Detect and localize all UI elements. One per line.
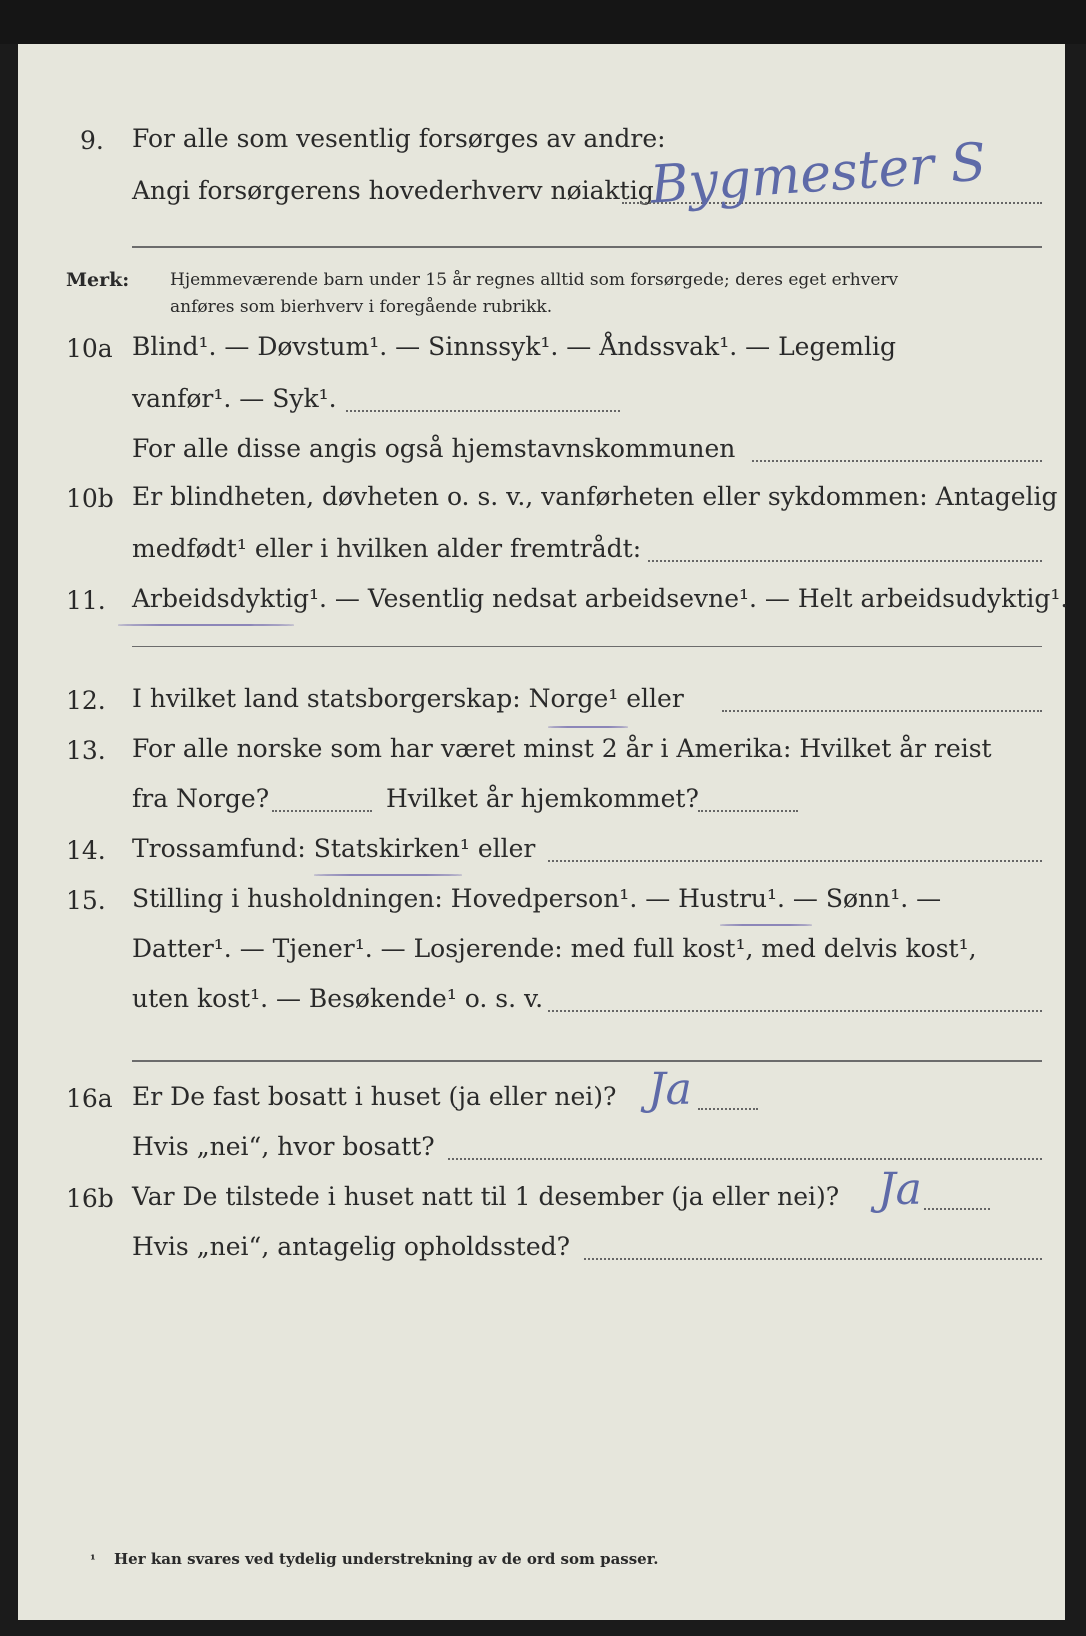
q13-reist-answer-line [272,810,372,812]
q15-line2: Datter¹. — Tjener¹. — Losjerende: med full kost¹, med delvis kost¹, [132,934,977,963]
q15-answer-line [548,1010,1042,1012]
q16b-line2: Hvis „nei“, antagelig opholdssted? [132,1232,571,1261]
census-form-page [18,44,1069,1620]
q9-line2: Angi forsørgerens hovederhverv nøiaktig [132,176,654,205]
q11-number: 11. [66,586,106,615]
q14-number: 14. [66,836,106,865]
q13-number: 13. [66,736,106,765]
q16a-number: 16a [66,1084,113,1113]
q12-handwritten-underline [548,726,628,728]
q15-number: 15. [66,886,106,915]
q9-line1: For alle som vesentlig forsørges av andre: [132,124,666,153]
q10b-number: 10b [66,484,114,513]
q13-line2a: fra Norge? [132,784,270,813]
footnote-text: Her kan svares ved tydelig understrekning av de ord som passer. [114,1550,659,1568]
q16a-handwritten-answer: Ja [648,1064,692,1115]
q10a-line3-answer-line [752,460,1042,462]
q9-rule [132,246,1042,248]
q16b-answer-line [924,1208,990,1210]
q11-line1: Arbeidsdyktig¹. — Vesentlig nedsat arbeidsevne¹. — Helt arbeidsudyktig¹. [132,584,1069,613]
q16b-opholdssted-answer-line [584,1258,1042,1260]
q10a-line2-answer-line [346,410,620,412]
q11-rule [132,646,1042,647]
q10b-answer-line [648,560,1042,562]
footnote-mark: ¹ [90,1553,96,1568]
q15-line3: uten kost¹. — Besøkende¹ o. s. v. [132,984,544,1013]
q12-number: 12. [66,686,106,715]
q11-handwritten-underline [118,624,294,626]
q16a-line1: Er De fast bosatt i huset (ja eller nei)? [132,1082,617,1111]
q16b-line1: Var De tilstede i huset natt til 1 desember (ja eller nei)? [132,1182,840,1211]
merk-line1: Hjemmeværende barn under 15 år regnes alltid som forsørgede; deres eget erhverv [170,270,899,290]
q15-handwritten-underline [720,924,812,926]
q9-number: 9. [80,126,104,155]
q15-line1: Stilling i husholdningen: Hovedperson¹. — Hustru¹. — Sønn¹. — [132,884,942,913]
merk-label: Merk: [66,269,130,291]
q9-handwritten-answer: Bygmester S [648,132,989,216]
q10b-line2: medfødt¹ eller i hvilken alder fremtrådt: [132,534,642,563]
q12-answer-line [722,710,1042,712]
q10a-line3: For alle disse angis også hjemstavnskommunen [132,434,736,463]
q16a-answer-line [698,1108,758,1110]
q10b-line1: Er blindheten, døvheten o. s. v., vanførheten eller sykdommen: Antagelig [132,482,1058,511]
q16a-line2: Hvis „nei“, hvor bosatt? [132,1132,435,1161]
q16b-number: 16b [66,1184,114,1213]
q10a-line2: vanfør¹. — Syk¹. [132,384,337,413]
scan-top-edge [0,0,1086,44]
q10a-number: 10a [66,334,113,363]
q14-handwritten-underline [314,874,462,876]
merk-line2: anføres som bierhverv i foregående rubrikk. [170,297,553,317]
q14-answer-line [548,860,1042,862]
q12-line1: I hvilket land statsborgerskap: Norge¹ eller [132,684,684,713]
q16b-handwritten-answer: Ja [878,1164,922,1215]
q13-line1: For alle norske som har været minst 2 år i Amerika: Hvilket år reist [132,734,992,763]
q13-hjemkommet-answer-line [698,810,798,812]
q16a-bosatt-answer-line [448,1158,1042,1160]
q14-line1: Trossamfund: Statskirken¹ eller [132,834,536,863]
q10a-line1: Blind¹. — Døvstum¹. — Sinnssyk¹. — Åndssvak¹. — Legemlig [132,332,896,361]
q13-line2b: Hvilket år hjemkommet? [386,784,699,813]
q15-rule [132,1060,1042,1062]
